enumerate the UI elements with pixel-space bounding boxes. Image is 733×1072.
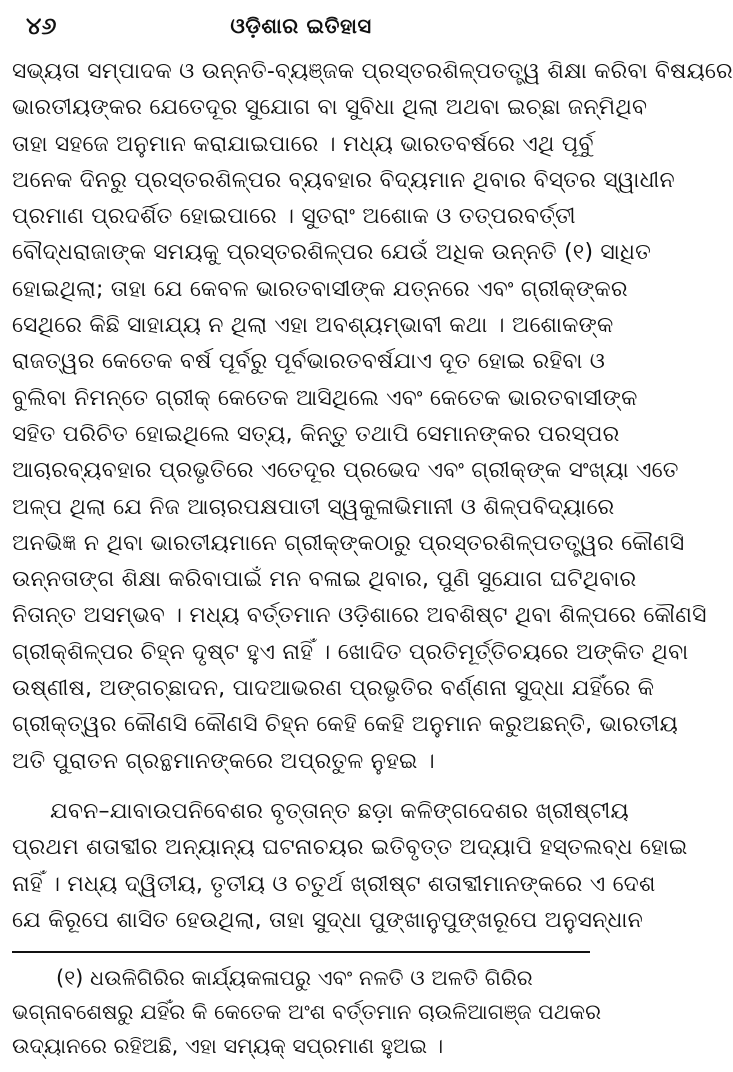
footnote-divider: [12, 951, 590, 953]
text-line: ପ୍ରଥମ ଶତାବ୍ଦୀର ଅନ୍ୟାନ୍ୟ ଘଟନାଚୟର ଇତିବୃତ୍ତ ଅଦ୍ୟାପି ହସ୍ତଲବ୍ଧ ହୋଇ: [12, 835, 688, 861]
text-line: ସେଥିରେ କିଛି ସାହାଯ୍ୟ ନ ଥିଲା ଏହା ଅବଶ୍ୟମ୍ଭାବୀ କଥା । ଅଶୋକଙ୍କ: [12, 313, 614, 339]
text-line: ଭାରତୀୟଙ୍କର ଯେତେଦୂର ସୁଯୋଗ ବା ସୁବିଧା ଥିଲା ଅଥବା ଇଚ୍ଛା ଜନ୍ମିଥିବ: [12, 95, 648, 121]
text-line: ସଭ୍ୟତା ସମ୍ପାଦକ ଓ ଉନ୍ନତି-ବ୍ୟଞ୍ଜକ ପ୍ରସ୍ତରଶିଳ୍ପତତ୍ତ୍ୱ ଶିକ୍ଷା କରିବା ବିଷୟରେ: [12, 59, 733, 84]
text-line: ଗ୍ରୀକ୍‌ଶିଳ୍ପର ଚିହ୍ନ ଦୃଷ୍ଟ ହୁଏ ନାହିଁ । ଖୋଦିତ ପ୍ରତିମୂର୍ତ୍ତିଚୟରେ ଅଙ୍କିତ ଥିବା: [12, 639, 689, 665]
text-line: ଉଷ୍ଣୀଷ, ଅଙ୍ଗଚ୍ଛାଦନ, ପାଦଆଭରଣ ପ୍ରଭୃତିର ବର୍ଣ୍ଣନା ସୁଦ୍ଧା ଯହିଁରେ କି: [12, 676, 655, 702]
text-line: ଉନ୍ନତାଙ୍ଗ ଶିକ୍ଷା କରିବାପାଇଁ ମନ ବଳାଇ ଥିବାର, ପୁଣି ସୁଯୋଗ ଘଟିଥିବାର: [12, 567, 637, 593]
text-line: ଯବନ–ଯାବାଉପନିବେଶର ବୃତ୍ତାନ୍ତ ଛଡ଼ା କଳିଙ୍ଗଦେଶର ଖ୍ରୀଷ୍ଟୀୟ: [50, 798, 629, 824]
text-line: ତାହା ସହଜେ ଅନୁମାନ କରାଯାଇପାରେ । ମଧ୍ୟ ଭାରତବର୍ଷରେ ଏଥି ପୂର୍ବୁ: [12, 131, 594, 157]
text-line: ଆଚାରବ୍ୟବହାର ପ୍ରଭୃତିରେ ଏତେଦୂର ପ୍ରଭେଦ ଏବଂ ଗ୍ରୀକ୍‌ଙ୍କ ସଂଖ୍ୟା ଏତେ: [12, 458, 679, 484]
footnote-line: (୧) ଧଉଳିଗିରିର କାର୍ଯ୍ୟକଳାପରୁ ଏବଂ ନଳତି ଓ ଅଳତି ଗିରିର: [56, 966, 533, 991]
body-paragraph-2: [12, 794, 688, 939]
text-line: ବୁଲିବା ନିମନ୍ତେ ଗ୍ରୀକ୍ କେତେକ ଆସିଥିଲେ ଏବଂ କେତେକ ଭାରତବାସୀଙ୍କ: [12, 385, 638, 411]
text-line: ଅନଭିଜ୍ଞ ନ ଥିବା ଭାରତୀୟମାନେ ଗ୍ରୀକ୍‌ଙ୍କଠାରୁ ପ୍ରସ୍ତରଶିଳ୍ପତତ୍ତ୍ୱର କୌଣସି: [12, 530, 685, 556]
text-line: ବୌଦ୍ଧରାଜାଙ୍କ ସମୟକୁ ପ୍ରସ୍ତରଶିଳ୍ପର ଯେଉଁ ଅଧିକ ଉନ୍ନତି (୧) ସାଧିତ: [12, 240, 651, 266]
text-line: ଗ୍ରୀକ୍‌ତ୍ୱର କୌଣସି କୌଣସି ଚିହ୍ନ କେହି କେହି ଅନୁମାନ କରୁଅଛନ୍ତି, ଭାରତୀୟ: [12, 712, 679, 738]
footnote-line: ଉଦ୍ୟାନରେ ରହିଅଛି, ଏହା ସମ୍ୟକ୍ ସପ୍ରମାଣ ହୁଅଇ ।: [12, 1034, 444, 1059]
text-line: ସହିତ ପରିଚିତ ହୋଇଥିଲେ ସତ୍ୟ, କିନ୍ତୁ ତଥାପି ସେମାନଙ୍କର ପରସ୍ପର: [12, 421, 620, 447]
page-number: ୪୬: [26, 12, 57, 40]
body-paragraph-1: [12, 54, 733, 780]
text-line: ପ୍ରମାଣ ପ୍ରଦର୍ଶିତ ହୋଇପାରେ । ସୁତରାଂ ଅଶୋକ ଓ ତତ୍ପରବର୍ତ୍ତୀ: [12, 204, 576, 230]
footnote: [12, 961, 601, 1063]
running-title: ଓଡ଼ିଶାର ଇତିହାସ: [230, 14, 372, 38]
footnote-line: ଭଗ୍ନାବଶେଷରୁ ଯହିଁର କି କେତେକ ଅଂଶ ବର୍ତ୍ତମାନ ଚାଉଳିଆଗଞ୍ଜ ପଥକର: [12, 1000, 601, 1025]
text-line: ଅତି ପୁରାତନ ଗ୍ରନ୍ଥମାନଙ୍କରେ ଅପ୍ରତୁଳ ନୁହଇ ।: [12, 748, 435, 774]
text-line: ରାଜତ୍ୱର କେତେକ ବର୍ଷ ପୂର୍ବରୁ ପୂର୍ବଭାରତବର୍ଷଯାଏ ଦୂତ ହୋଇ ରହିବା ଓ: [12, 349, 606, 375]
text-line: ଅଳ୍ପ ଥିଲା ଯେ ନିଜ ଆଚାରପକ୍ଷପାତୀ ସ୍ୱକୁଳାଭିମାନୀ ଓ ଶିଳ୍ପବିଦ୍ୟାରେ: [12, 494, 615, 520]
text-line: ଅନେକ ଦିନରୁ ପ୍ରସ୍ତରଶିଳ୍ପର ବ୍ୟବହାର ବିଦ୍ୟମାନ ଥିବାର ବିସ୍ତର ସ୍ୱାଧୀନ: [12, 167, 675, 193]
text-line: ହୋଇଥିଲା; ତାହା ଯେ କେବଳ ଭାରତବାସୀଙ୍କ ଯତ୍ନରେ ଏବଂ ଗ୍ରୀକ୍‌ଙ୍କର: [12, 276, 628, 302]
text-line: ଯେ କିରୂପେ ଶାସିତ ହେଉଥିଲା, ତାହା ସୁଦ୍ଧା ପୁଙ୍ଖାନୁପୁଙ୍ଖରୂପେ ଅନୁସନ୍ଧାନ: [12, 907, 643, 933]
text-line: ନିତାନ୍ତ ଅସମ୍ଭବ । ମଧ୍ୟ ବର୍ତ୍ତମାନ ଓଡ଼ିଶାରେ ଅବଶିଷ୍ଟ ଥିବା ଶିଳ୍ପରେ କୌଣସି: [12, 603, 707, 629]
text-line: ନାହିଁ । ମଧ୍ୟ ଦ୍ୱିତୀୟ, ତୃତୀୟ ଓ ଚତୁର୍ଥ ଖ୍ରୀଷ୍ଟ ଶତାବ୍ଦୀମାନଙ୍କରେ ଏ ଦେଶ: [12, 871, 656, 897]
page-header: [12, 8, 590, 52]
